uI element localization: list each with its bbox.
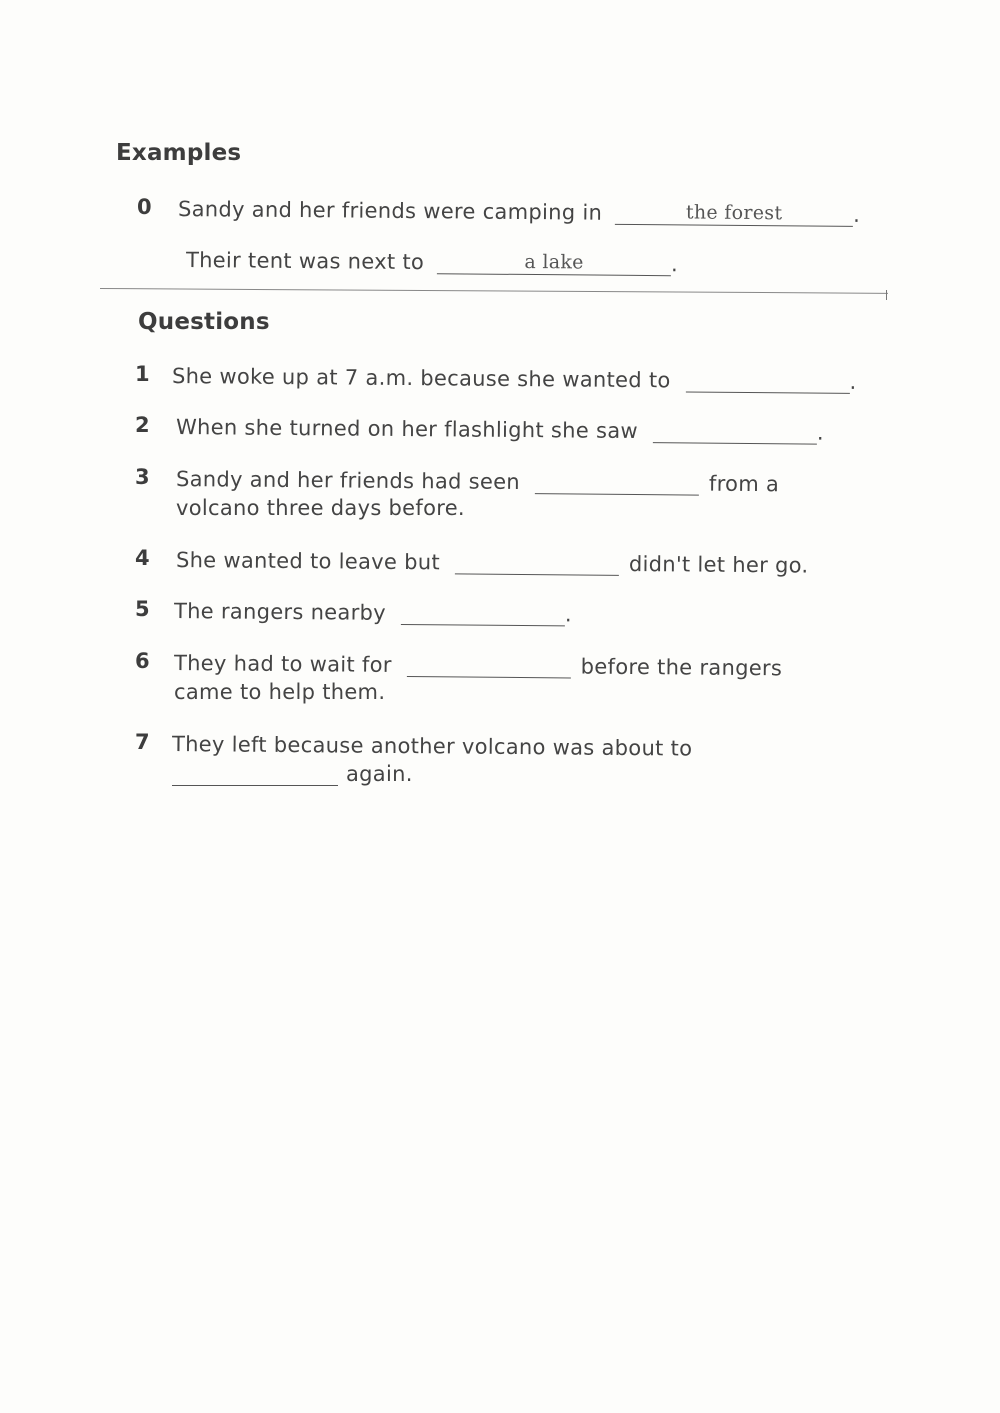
question-4-text: She wanted to leave but — [175, 548, 441, 575]
question-5-blank[interactable] — [401, 602, 565, 626]
question-4-blank[interactable] — [455, 551, 619, 575]
question-3 — [176, 467, 779, 496]
question-2-blank[interactable] — [653, 420, 817, 444]
question-1-text: She woke up at 7 a.m. because she wanted to — [171, 364, 671, 393]
question-7-number: 7 — [135, 730, 150, 754]
questions-heading: Questions — [138, 309, 270, 335]
question-6-blank[interactable] — [407, 654, 571, 678]
question-7 — [172, 732, 693, 761]
question-4 — [176, 548, 809, 578]
example-answer-2: a lake — [524, 250, 584, 274]
question-6 — [174, 651, 782, 680]
question-3-blank[interactable] — [535, 471, 699, 495]
example-blank-2 — [437, 251, 671, 276]
question-3-line-2: volcano three days before. — [176, 496, 465, 520]
question-7-after: again. — [346, 762, 413, 786]
example-blank-1 — [615, 202, 853, 227]
example-line-1-text: Sandy and her friends were camping in — [177, 197, 603, 225]
question-6-number: 6 — [135, 649, 150, 673]
question-7-line-2 — [172, 762, 413, 786]
question-5-number: 5 — [135, 597, 150, 621]
question-1 — [172, 364, 857, 394]
question-1-end: . — [849, 369, 857, 394]
question-4-after: didn't let her go. — [628, 551, 809, 578]
question-1-number: 1 — [135, 362, 150, 386]
question-1-blank[interactable] — [685, 369, 849, 393]
example-answer-1: the forest — [685, 201, 783, 225]
example-line-1-end: . — [853, 202, 861, 227]
question-2-text: When she turned on her flashlight she saw — [175, 415, 639, 444]
question-5-text: The rangers nearby — [173, 599, 387, 625]
question-3-after: from a — [708, 471, 780, 497]
example-line-1 — [178, 197, 860, 227]
question-2 — [176, 415, 824, 445]
question-7-text: They left because another volcano was about to — [171, 732, 693, 761]
example-line-2-end: . — [670, 252, 679, 277]
divider-tick — [886, 290, 887, 300]
example-number: 0 — [137, 195, 152, 219]
question-6-text: They had to wait for — [173, 651, 392, 677]
question-5 — [174, 599, 572, 626]
question-3-number: 3 — [135, 465, 150, 489]
question-2-number: 2 — [135, 413, 150, 437]
question-3-text: Sandy and her friends had seen — [175, 467, 521, 495]
section-divider — [100, 288, 888, 294]
example-line-2-text: Their tent was next to — [185, 248, 425, 275]
question-4-number: 4 — [135, 546, 150, 570]
question-2-end: . — [816, 420, 824, 445]
question-6-after: before the rangers — [580, 654, 783, 681]
examples-heading: Examples — [116, 140, 242, 166]
question-7-blank[interactable] — [172, 763, 338, 786]
question-5-end: . — [564, 602, 572, 627]
example-line-2 — [186, 248, 678, 276]
question-6-line-2: came to help them. — [174, 680, 386, 704]
